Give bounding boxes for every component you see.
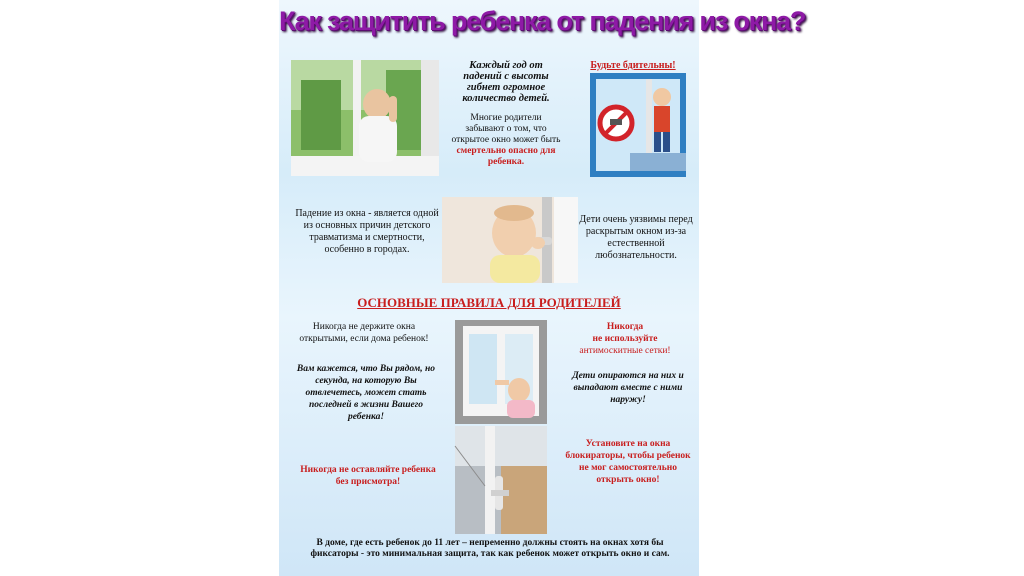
never-open-text: Никогда не держите окна открытыми, если дома ребенок! <box>299 322 429 344</box>
photo-window-lock-art <box>455 426 547 534</box>
warning-illustration-art <box>590 73 686 177</box>
photo-child-at-window <box>291 60 439 176</box>
parents-forget-text: Многие родители забывают о том, что открытое окно может быть <box>451 113 561 145</box>
install-locks-text: Установите на окна блокираторы, чтобы ребенок не мог самостоятельно открыть окно! <box>565 439 691 485</box>
photo-window-lock <box>455 426 547 534</box>
no-nets-line-3: антимоскитные сетки! <box>579 346 671 356</box>
never-alone-text: Никогда не оставляйте ребенка без присмотра! <box>300 465 436 487</box>
intro-italic-text: Каждый год от падений с высоты гибнет огромное количество детей. <box>462 60 550 104</box>
warning-label: Будьте бдительны! <box>590 60 676 71</box>
photo-open-window-baby-art <box>455 320 547 424</box>
curiosity-text: Дети очень уязвимы перед раскрытым окном из-за естественной любознательности. <box>579 214 693 261</box>
rules-heading: ОСНОВНЫЕ ПРАВИЛА ДЛЯ РОДИТЕЛЕЙ <box>357 295 621 310</box>
no-nets-line-1: Никогда <box>606 322 644 332</box>
footer-text: В доме, где есть ребенок до 11 лет – непременно должны стоять на окнах хотя бы фиксаторы - это минимальная защита, так как ребенок может открыть окно и сам. <box>310 538 670 559</box>
photo-baby-at-handle <box>442 197 578 283</box>
lean-on-text: Дети опираются на них и выпадают вместе с ними наружу! <box>572 371 684 405</box>
deadly-danger-text: смертельно опасно для ребенка. <box>456 146 556 167</box>
fall-causes-text: Падение из окна - является одной из основных причин детского травматизма и смертности, особенно в городах. <box>295 208 439 255</box>
warning-illustration <box>590 73 686 177</box>
photo-open-window-baby <box>455 320 547 424</box>
poster-title: Как защитить ребенка от падения из окна? <box>279 6 806 36</box>
poster <box>279 0 806 576</box>
photo-baby-at-handle-art <box>442 197 578 283</box>
photo-child-at-window-art <box>291 60 439 176</box>
seems-near-text: Вам кажется, что Вы рядом, но секунда, на которую Вы отвлечетесь, может стать последней в жизни Вашего ребенка! <box>296 364 436 422</box>
no-nets-line-2: не используйте <box>592 334 658 344</box>
